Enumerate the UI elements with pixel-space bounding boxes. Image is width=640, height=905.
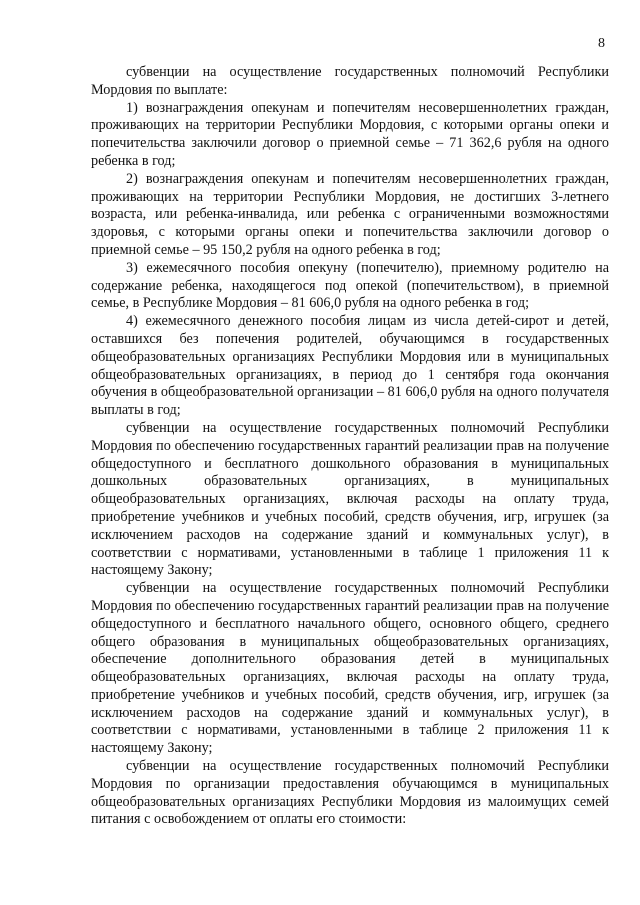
paragraph-subvention-preschool: субвенции на осуществление государственных полномочий Республики Мордовия по обеспечению государственных гарантий реализации прав на получение общедоступного и бесплатного дошкольного образования в муниципальных дошкольных образовательных организациях, в муниципальных общеобразовательных организациях, включая расходы на оплату труда, приобретение учебников и учебных пособий, средств обучения, игр, игрушек (за исключением расходов на содержание зданий и коммунальных услуг), в соответствии с нормативами, установленными в таблице 1 приложения 11 к настоящему Закону;	[91, 419, 609, 579]
paragraph-subvention-payments-intro: субвенции на осуществление государственных полномочий Республики Мордовия по выплате:	[91, 64, 609, 98]
paragraph-item-3-monthly-allowance: 3) ежемесячного пособия опекуну (попечителю), приемному родителю на содержание ребенка, находящегося под опекой (попечительством), в приемной семье, в Республике Мордовия – 81 606,0 рубля на одного ребенка в год;	[91, 259, 609, 312]
paragraph-item-1-guardian-remuneration: 1) вознаграждения опекунам и попечителям несовершеннолетних граждан, проживающих на территории Республики Мордовия, с которыми органы опеки и попечительства заключили договор о приемной семье – 71 362,6 рубля на одного ребенка в год;	[91, 99, 609, 169]
paragraph-item-2-guardian-remuneration-special: 2) вознаграждения опекунам и попечителям несовершеннолетних граждан, проживающих на территории Республики Мордовия, не достигших 3-летнего возраста, или ребенка-инвалида, или ребенка с ограниченными возможностями здоровья, с которыми органы опеки и попечительства заключили договор о приемной семье – 95 150,2 рубля на одного ребенка в год;	[91, 170, 609, 258]
document-body	[91, 64, 609, 829]
paragraph-item-4-orphan-allowance: 4) ежемесячного денежного пособия лицам из числа детей-сирот и детей, оставшихся без попечения родителей, обучающимся в государственных общеобразовательных организациях Республики Мордовия или в муниципальных общеобразовательных организациях, в период до 1 сентября года окончания обучения в общеобразовательной организации – 81 606,0 рубля на одного получателя выплаты в год;	[91, 313, 609, 419]
paragraph-subvention-school-meals: субвенции на осуществление государственных полномочий Республики Мордовия по организации предоставления обучающимся в муниципальных общеобразовательных организациях Республики Мордовия из малоимущих семей питания с освобождением от оплаты его стоимости:	[91, 758, 609, 828]
paragraph-subvention-general-education: субвенции на осуществление государственных полномочий Республики Мордовия по обеспечению государственных гарантий реализации прав на получение общедоступного и бесплатного начального общего, основного общего, среднего общего образования в муниципальных общеобразовательных организациях, обеспечение дополнительного образования детей в муниципальных общеобразовательных организациях, включая расходы на оплату труда, приобретение учебников и учебных пособий, средств обучения, игр, игрушек (за исключением расходов на содержание зданий и коммунальных услуг), в соответствии с нормативами, установленными в таблице 2 приложения 11 к настоящему Закону;	[91, 580, 609, 757]
page-number: 8	[598, 36, 605, 51]
